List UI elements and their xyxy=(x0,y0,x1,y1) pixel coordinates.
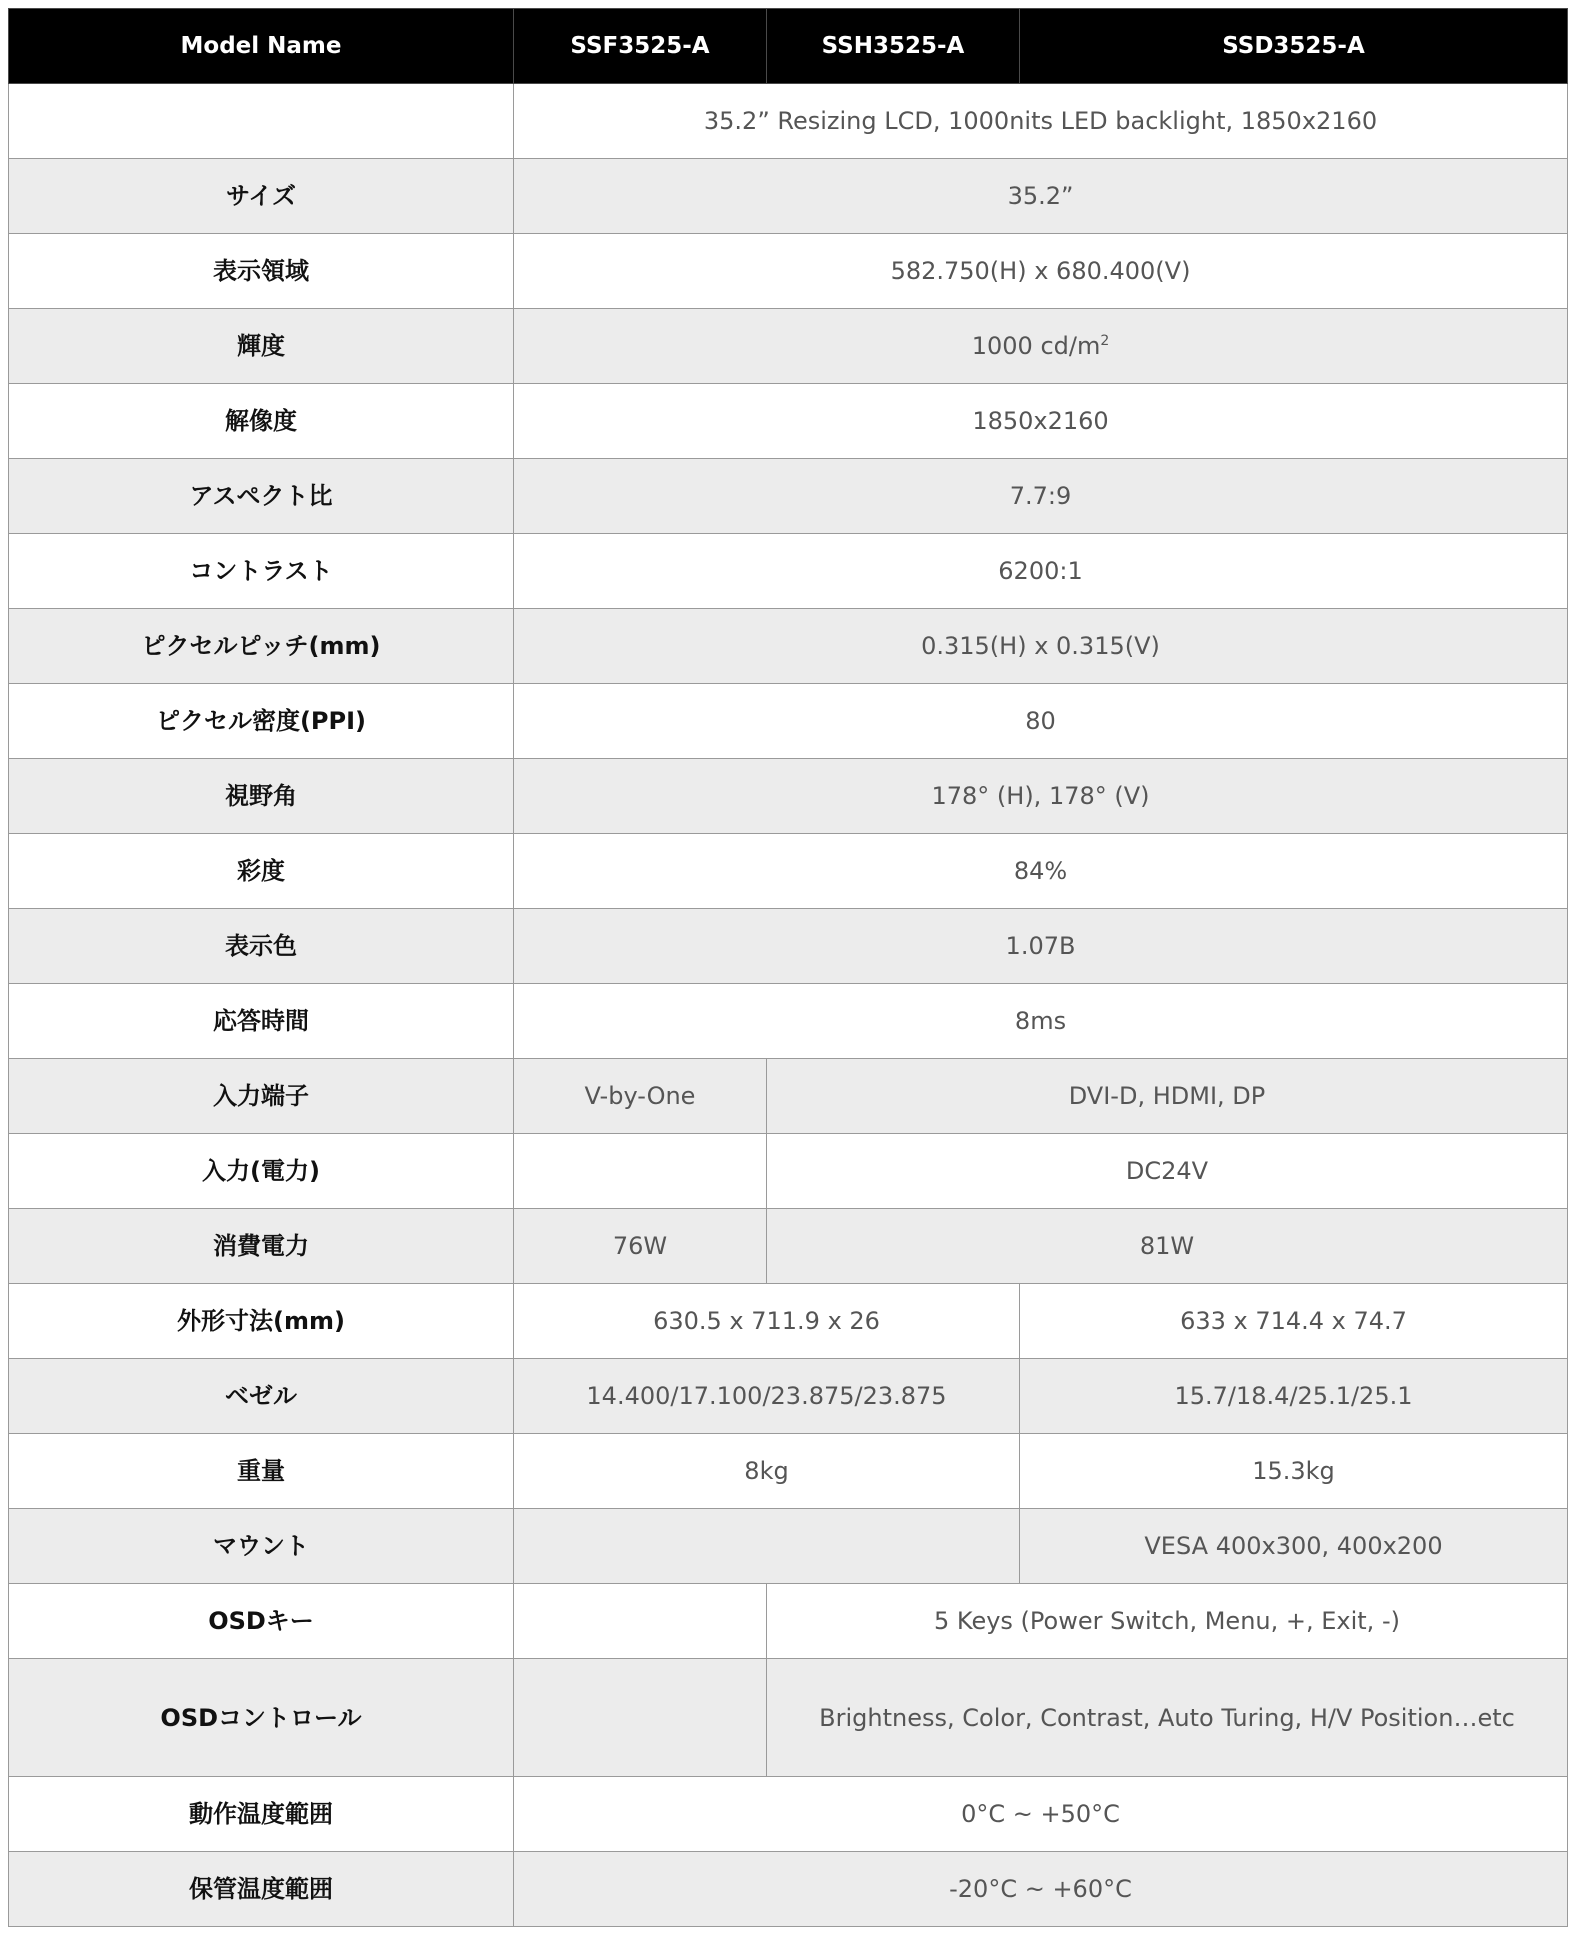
size-value: 35.2” xyxy=(514,159,1568,234)
row-label: 消費電力 xyxy=(9,1209,514,1284)
row-label: 動作温度範囲 xyxy=(9,1777,514,1852)
table-row xyxy=(9,834,1568,909)
table-row xyxy=(9,1584,1568,1659)
mount-ssd-value: VESA 400x300, 400x200 xyxy=(1020,1509,1568,1584)
header-row xyxy=(9,9,1568,84)
row-label: ベゼル xyxy=(9,1359,514,1434)
header-model-ssh: SSH3525-A xyxy=(767,9,1020,84)
header-model-ssf: SSF3525-A xyxy=(514,9,767,84)
brightness-number: 1000 cd/m xyxy=(971,332,1101,360)
table-row xyxy=(9,159,1568,234)
row-label: OSDキー xyxy=(9,1584,514,1659)
header-model-ssd: SSD3525-A xyxy=(1020,9,1568,84)
table-row xyxy=(9,459,1568,534)
osd-keys-ssh-ssd-value: 5 Keys (Power Switch, Menu, +, Exit, -) xyxy=(767,1584,1568,1659)
table-row xyxy=(9,1359,1568,1434)
power-consumption-ssf-value: 76W xyxy=(514,1209,767,1284)
row-label: OSDコントロール xyxy=(9,1659,514,1777)
power-input-ssf-value xyxy=(514,1134,767,1209)
pixel-pitch-value: 0.315(H) x 0.315(V) xyxy=(514,609,1568,684)
saturation-value: 84% xyxy=(514,834,1568,909)
pixel-density-value: 80 xyxy=(514,684,1568,759)
row-label: 入力端子 xyxy=(9,1059,514,1134)
row-label: ピクセル密度(PPI) xyxy=(9,684,514,759)
row-label: 輝度 xyxy=(9,309,514,384)
table-row xyxy=(9,84,1568,159)
table-row xyxy=(9,309,1568,384)
bezel-ssf-ssh-value: 14.400/17.100/23.875/23.875 xyxy=(514,1359,1020,1434)
table-row xyxy=(9,1659,1568,1777)
viewing-angle-value: 178° (H), 178° (V) xyxy=(514,759,1568,834)
table-row xyxy=(9,234,1568,309)
row-label: 解像度 xyxy=(9,384,514,459)
resolution-value: 1850x2160 xyxy=(514,384,1568,459)
header-model-name: Model Name xyxy=(9,9,514,84)
table-row xyxy=(9,909,1568,984)
table-row xyxy=(9,1509,1568,1584)
table-row xyxy=(9,534,1568,609)
bezel-ssd-value: 15.7/18.4/25.1/25.1 xyxy=(1020,1359,1568,1434)
mount-ssf-ssh-value xyxy=(514,1509,1020,1584)
row-label: 表示領域 xyxy=(9,234,514,309)
osd-control-ssh-ssd-value: Brightness, Color, Contrast, Auto Turing, H/V Position…etc xyxy=(767,1659,1568,1777)
colors-value: 1.07B xyxy=(514,909,1568,984)
contrast-value: 6200:1 xyxy=(514,534,1568,609)
row-label xyxy=(9,84,514,159)
storage-temp-value: -20°C ~ +60°C xyxy=(514,1852,1568,1927)
aspect-value: 7.7:9 xyxy=(514,459,1568,534)
row-label: ピクセルピッチ(mm) xyxy=(9,609,514,684)
row-label: 保管温度範囲 xyxy=(9,1852,514,1927)
table-row xyxy=(9,1852,1568,1927)
dimensions-ssf-ssh-value: 630.5 x 711.9 x 26 xyxy=(514,1284,1020,1359)
row-label: 彩度 xyxy=(9,834,514,909)
table-row xyxy=(9,1209,1568,1284)
row-label: 視野角 xyxy=(9,759,514,834)
row-label: 応答時間 xyxy=(9,984,514,1059)
row-label: 入力(電力) xyxy=(9,1134,514,1209)
row-label: サイズ xyxy=(9,159,514,234)
row-label: マウント xyxy=(9,1509,514,1584)
display-area-value: 582.750(H) x 680.400(V) xyxy=(514,234,1568,309)
row-label: 表示色 xyxy=(9,909,514,984)
weight-ssf-ssh-value: 8kg xyxy=(514,1434,1020,1509)
inputs-ssf-value: V-by-One xyxy=(514,1059,767,1134)
dimensions-ssd-value: 633 x 714.4 x 74.7 xyxy=(1020,1284,1568,1359)
row-label: 外形寸法(mm) xyxy=(9,1284,514,1359)
table-row xyxy=(9,1777,1568,1852)
operating-temp-value: 0°C ~ +50°C xyxy=(514,1777,1568,1852)
table-row xyxy=(9,384,1568,459)
spec-table xyxy=(8,8,1568,1927)
osd-keys-ssf-value xyxy=(514,1584,767,1659)
brightness-value xyxy=(514,309,1568,384)
table-row xyxy=(9,1434,1568,1509)
table-row xyxy=(9,984,1568,1059)
row-label: コントラスト xyxy=(9,534,514,609)
brightness-superscript: 2 xyxy=(1100,333,1110,349)
power-input-ssh-ssd-value: DC24V xyxy=(767,1134,1568,1209)
table-row xyxy=(9,609,1568,684)
row-label: アスペクト比 xyxy=(9,459,514,534)
power-consumption-ssh-ssd-value: 81W xyxy=(767,1209,1568,1284)
panel-value: 35.2” Resizing LCD, 1000nits LED backlight, 1850x2160 xyxy=(514,84,1568,159)
table-row xyxy=(9,1059,1568,1134)
table-row xyxy=(9,684,1568,759)
weight-ssd-value: 15.3kg xyxy=(1020,1434,1568,1509)
row-label: 重量 xyxy=(9,1434,514,1509)
inputs-ssh-ssd-value: DVI-D, HDMI, DP xyxy=(767,1059,1568,1134)
osd-control-ssf-value xyxy=(514,1659,767,1777)
table-row xyxy=(9,1284,1568,1359)
response-value: 8ms xyxy=(514,984,1568,1059)
table-row xyxy=(9,759,1568,834)
table-row xyxy=(9,1134,1568,1209)
